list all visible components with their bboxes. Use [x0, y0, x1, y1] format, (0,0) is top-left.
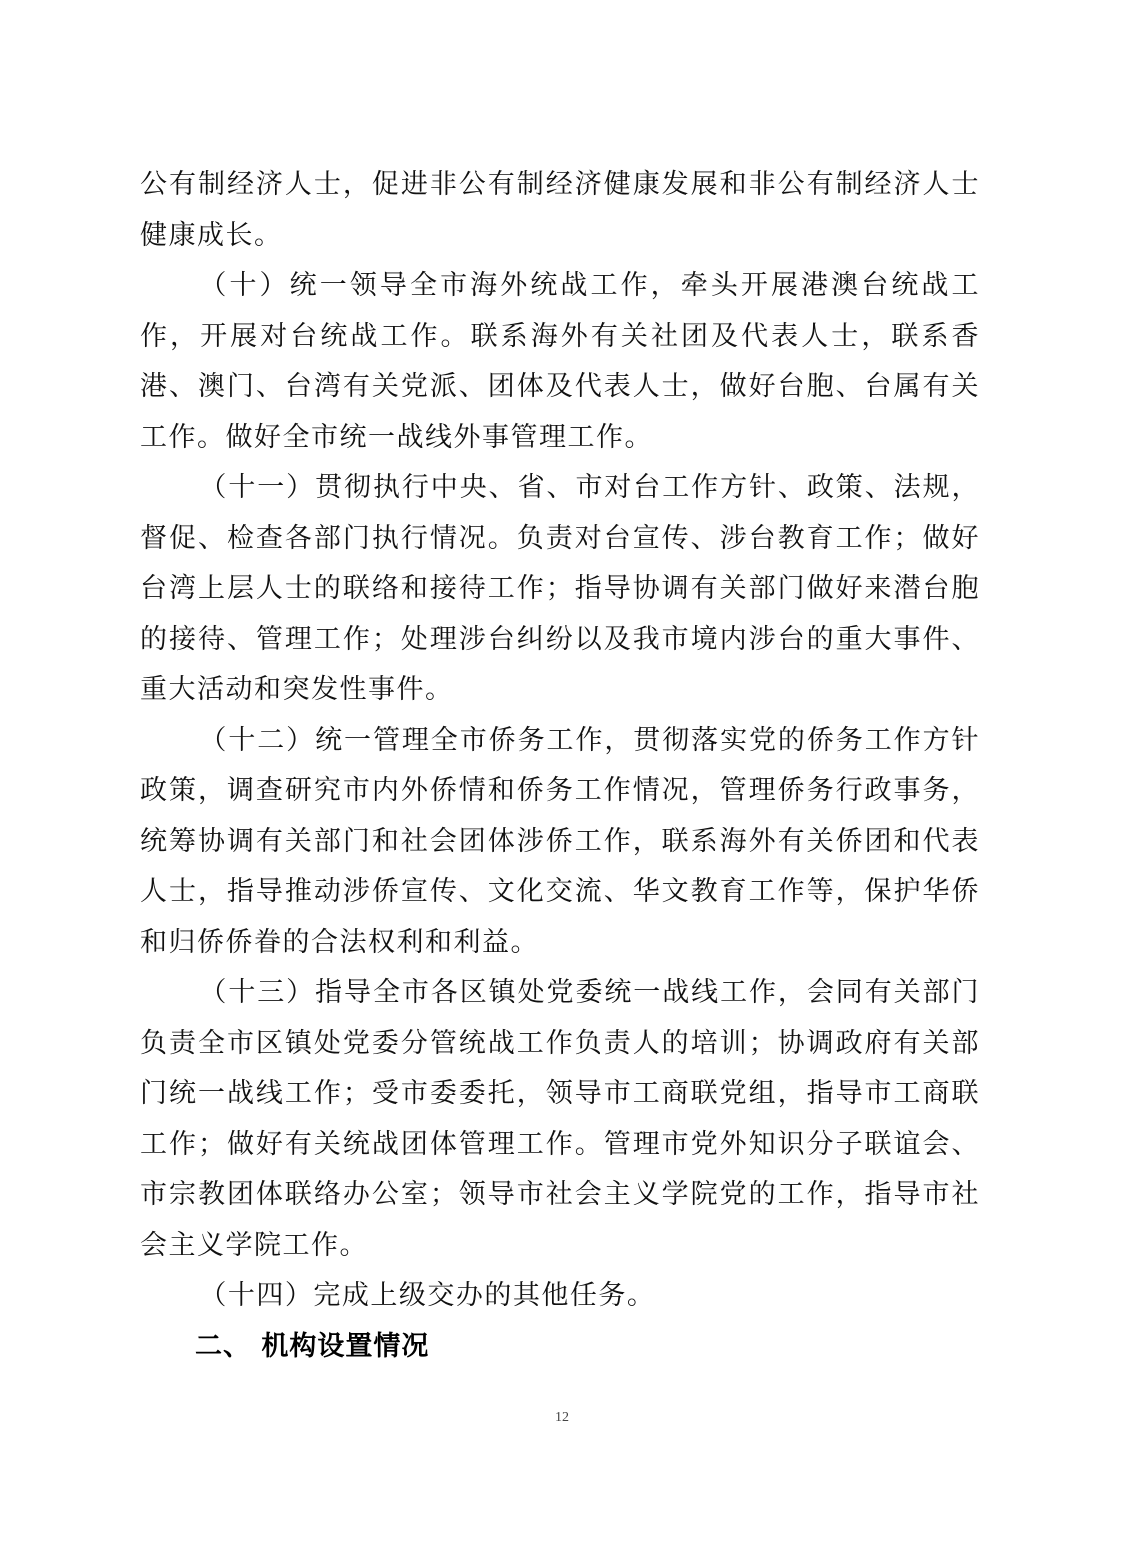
page-number: 12 — [555, 1410, 569, 1425]
paragraph-item-10: （十）统一领导全市海外统战工作，牵头开展港澳台统战工作，开展对台统战工作。联系海外有关社团及代表人士，联系香港、澳门、台湾有关党派、团体及代表人士，做好台胞、台属有关工作。做好全市统一战线外事管理工作。 — [140, 270, 980, 453]
paragraph-item-11: （十一）贯彻执行中央、省、市对台工作方针、政策、法规，督促、检查各部门执行情况。负责对台宣传、涉台教育工作；做好台湾上层人士的联络和接待工作；指导协调有关部门做好来潜台胞的接待、管理工作；处理涉台纠纷以及我市境内涉台的重大事件、重大活动和突发性事件。 — [140, 472, 980, 705]
paragraph-item-13: （十三）指导全市各区镇处党委统一战线工作，会同有关部门负责全市区镇处党委分管统战工作负责人的培训；协调政府有关部门统一战线工作；受市委委托，领导市工商联党组，指导市工商联工作；做好有关统战团体管理工作。管理市党外知识分子联谊会、市宗教团体联络办公室；领导市社会主义学院党的工作，指导市社会主义学院工作。 — [140, 977, 980, 1261]
paragraph-item-12: （十二）统一管理全市侨务工作，贯彻落实党的侨务工作方针政策，调查研究市内外侨情和侨务工作情况，管理侨务行政事务，统筹协调有关部门和社会团体涉侨工作，联系海外有关侨团和代表人士，指导推动涉侨宣传、文化交流、华文教育工作等，保护华侨和归侨侨眷的合法权利和利益。 — [140, 724, 980, 958]
section-heading: 二、 机构设置情况 — [195, 1330, 430, 1362]
document-body — [140, 160, 980, 1372]
paragraph-item-14: （十四）完成上级交办的其他任务。 — [199, 1280, 656, 1311]
paragraph-continuation: 公有制经济人士，促进非公有制经济健康发展和非公有制经济人士健康成长。 — [140, 169, 980, 251]
